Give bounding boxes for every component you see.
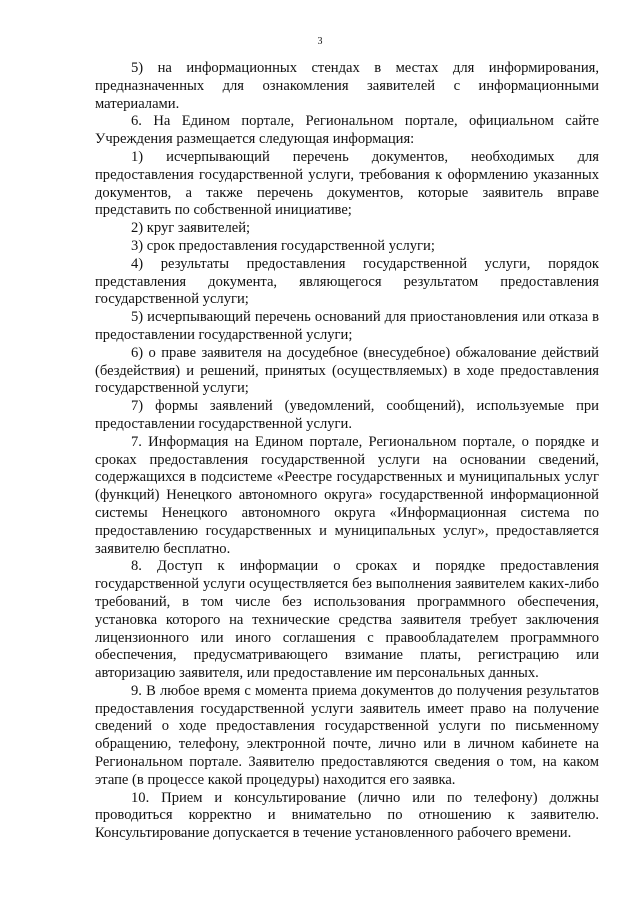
paragraph-7-information: 7. Информация на Едином портале, Региональном портале, о порядке и сроках предоставления государственной услуги на основании сведений, содержащихся в подсистеме «Реестре государственных и муниципальных услуг (функций) Ненецкого автономного округа» государственной информационной системы Ненецкого автономного округа «Информационная система по предоставлению государственных и муниципальных услуг», предоставляется заявителю бесплатно. — [95, 433, 599, 557]
list-item-7-forms: 7) формы заявлений (уведомлений, сообщений), используемые при предоставлении государственной услуги. — [95, 398, 599, 432]
list-item-2-applicants: 2) круг заявителей; — [131, 220, 251, 237]
page-number: 3 — [317, 36, 323, 47]
paragraph-info-stands: 5) на информационных стендах в местах для информирования, предназначенных для ознакомления заявителей с информационными материалами. — [95, 60, 599, 112]
paragraph-6-portal-info: 6. На Едином портале, Региональном портале, официальном сайте Учреждения размещается следующая информация: — [95, 113, 599, 148]
list-item-1-documents: 1) исчерпывающий перечень документов, необходимых для предоставления государственной услуги, требования к оформлению указанных документов, а также перечень документов, которые заявитель вправе представить по собственной инициативе; — [95, 148, 599, 219]
paragraph-8-access: 8. Доступ к информации о сроках и порядке предоставления государственной услуги осуществляется без выполнения заявителем каких-либо требований, в том числе без использования программного обеспечения, установка которого на технические средства заявителя требует заключения лицензионного или иного соглашения с правообладателем программного обеспечения, предусматривающего взимание платы, регистрацию или авторизацию заявителя, или предоставление им персональных данных. — [95, 558, 599, 682]
paragraph-9-status: 9. В любое время с момента приема документов до получения результатов предоставления государственной услуги заявитель имеет право на получение сведений о ходе предоставления государственной услуги по письменному обращению, телефону, электронной почте, лично или в личном кабинете на Региональном портале. Заявителю предоставляются сведения о том, на каком этапе (в процессе какой процедуры) находится его заявка. — [95, 682, 599, 788]
list-item-4-results: 4) результаты предоставления государственной услуги, порядок представления документа, являющегося результатом предоставления государственной услуги; — [95, 255, 599, 308]
paragraph-10-consulting: 10. Прием и консультирование (лично или по телефону) должны проводиться корректно и внимательно по отношению к заявителю. Консультирование допускается в течение установленного рабочего времени. — [95, 789, 599, 842]
list-item-6-appeal: 6) о праве заявителя на досудебное (внесудебное) обжалование действий (бездействия) и решений, принятых (осуществляемых) в ходе предоставления государственной услуги; — [95, 344, 599, 397]
list-item-3-term: 3) срок предоставления государственной услуги; — [131, 237, 435, 254]
list-item-5-grounds: 5) исчерпывающий перечень оснований для приостановления или отказа в предоставлении государственной услуги; — [95, 309, 599, 343]
document-body — [95, 60, 599, 843]
